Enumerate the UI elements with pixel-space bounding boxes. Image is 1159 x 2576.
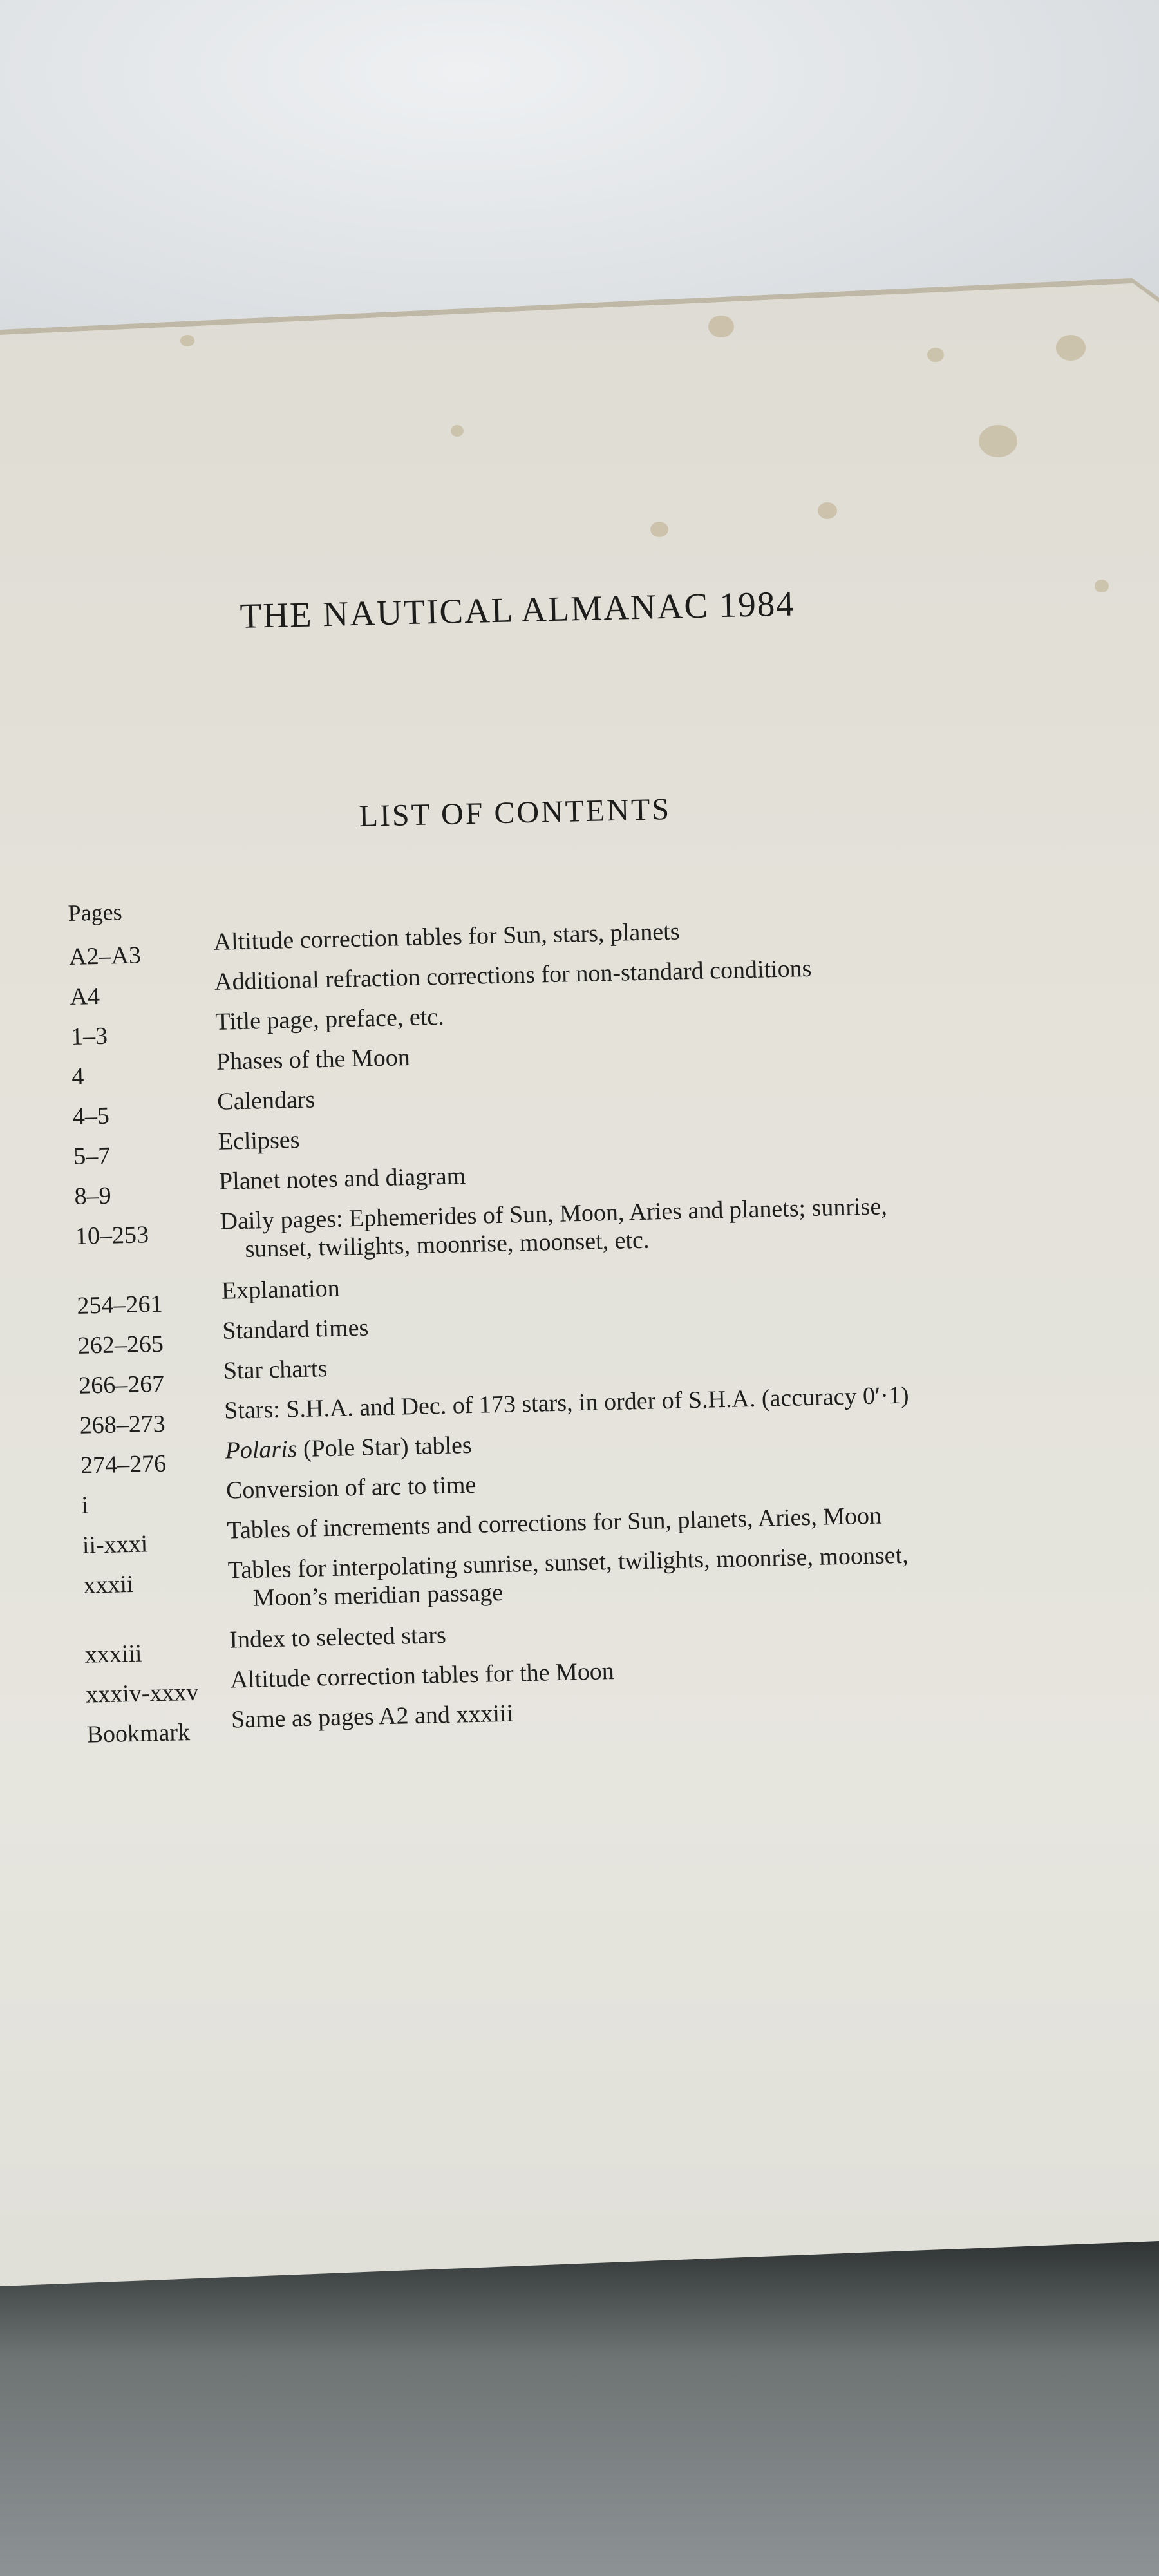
entry-description-rest: (Pole Star) tables: [297, 1431, 473, 1463]
entry-description: Eclipses: [218, 1126, 300, 1155]
entry-description: Altitude correction tables for Sun, stars, planets: [213, 918, 680, 956]
entry-pages: 5–7: [73, 1142, 111, 1170]
entry-pages: 4: [71, 1063, 84, 1090]
entry-pages: 266–267: [78, 1370, 165, 1399]
entry-pages: 10–253: [75, 1221, 149, 1250]
entry-description-continuation: sunset, twilights, moonrise, moonset, etc.: [245, 1226, 650, 1263]
page-title: THE NAUTICAL ALMANAC 1984: [240, 583, 796, 636]
pages-column-header: Pages: [68, 899, 123, 926]
entry-description: Stars: S.H.A. and Dec. of 173 stars, in order of S.H.A. (accuracy 0′·1): [223, 1381, 910, 1425]
entry-description: Planet notes and diagram: [218, 1162, 466, 1195]
entry-pages: xxxii: [82, 1570, 134, 1599]
entry-pages: 254–261: [76, 1290, 163, 1320]
entry-pages: 268–273: [79, 1410, 166, 1439]
entry-pages: Bookmark: [86, 1719, 191, 1748]
entry-description: Tables of increments and corrections for Sun, planets, Aries, Moon: [226, 1502, 882, 1544]
entry-pages: 4–5: [72, 1102, 110, 1130]
entry-description-line: Daily pages: Ephemerides of Sun, Moon, Aries and planets; sunrise,: [220, 1193, 888, 1235]
entry-description-line: Tables for interpolating sunrise, sunset, twilights, moonrise, moonset,: [227, 1541, 909, 1584]
entry-pages: 8–9: [74, 1182, 112, 1210]
entry-pages: ii-xxxi: [82, 1530, 148, 1559]
entry-description-italic: Polaris: [225, 1435, 297, 1464]
entry-description: Explanation: [221, 1274, 341, 1305]
entry-pages: 262–265: [77, 1330, 164, 1359]
contents-heading: LIST OF CONTENTS: [359, 792, 672, 833]
entry-description-continuation: Moon’s meridian passage: [252, 1578, 504, 1612]
entry-description: Conversion of arc to time: [225, 1471, 476, 1504]
entry-pages: A4: [70, 982, 100, 1010]
entry-description: Index to selected stars: [229, 1621, 447, 1654]
entry-pages: 274–276: [80, 1450, 167, 1479]
entry-pages: i: [81, 1492, 89, 1519]
entry-pages: xxxiii: [84, 1640, 142, 1669]
entry-pages: A2–A3: [68, 942, 142, 971]
entry-description: Same as pages A2 and xxxiii: [231, 1700, 514, 1734]
entry-description: Calendars: [216, 1086, 316, 1115]
entry-description: Standard times: [221, 1314, 369, 1345]
entry-description: Title page, preface, etc.: [215, 1003, 445, 1036]
entry-pages: 1–3: [70, 1022, 108, 1050]
entry-description: Additional refraction corrections for non-standard conditions: [214, 954, 812, 996]
entry-description: Altitude correction tables for the Moon: [230, 1658, 615, 1694]
entry-description: Phases of the Moon: [216, 1044, 411, 1075]
entry-pages: xxxiv-xxxv: [85, 1678, 199, 1709]
contents-list: [68, 872, 1117, 1749]
entry-description: Star charts: [223, 1355, 328, 1385]
